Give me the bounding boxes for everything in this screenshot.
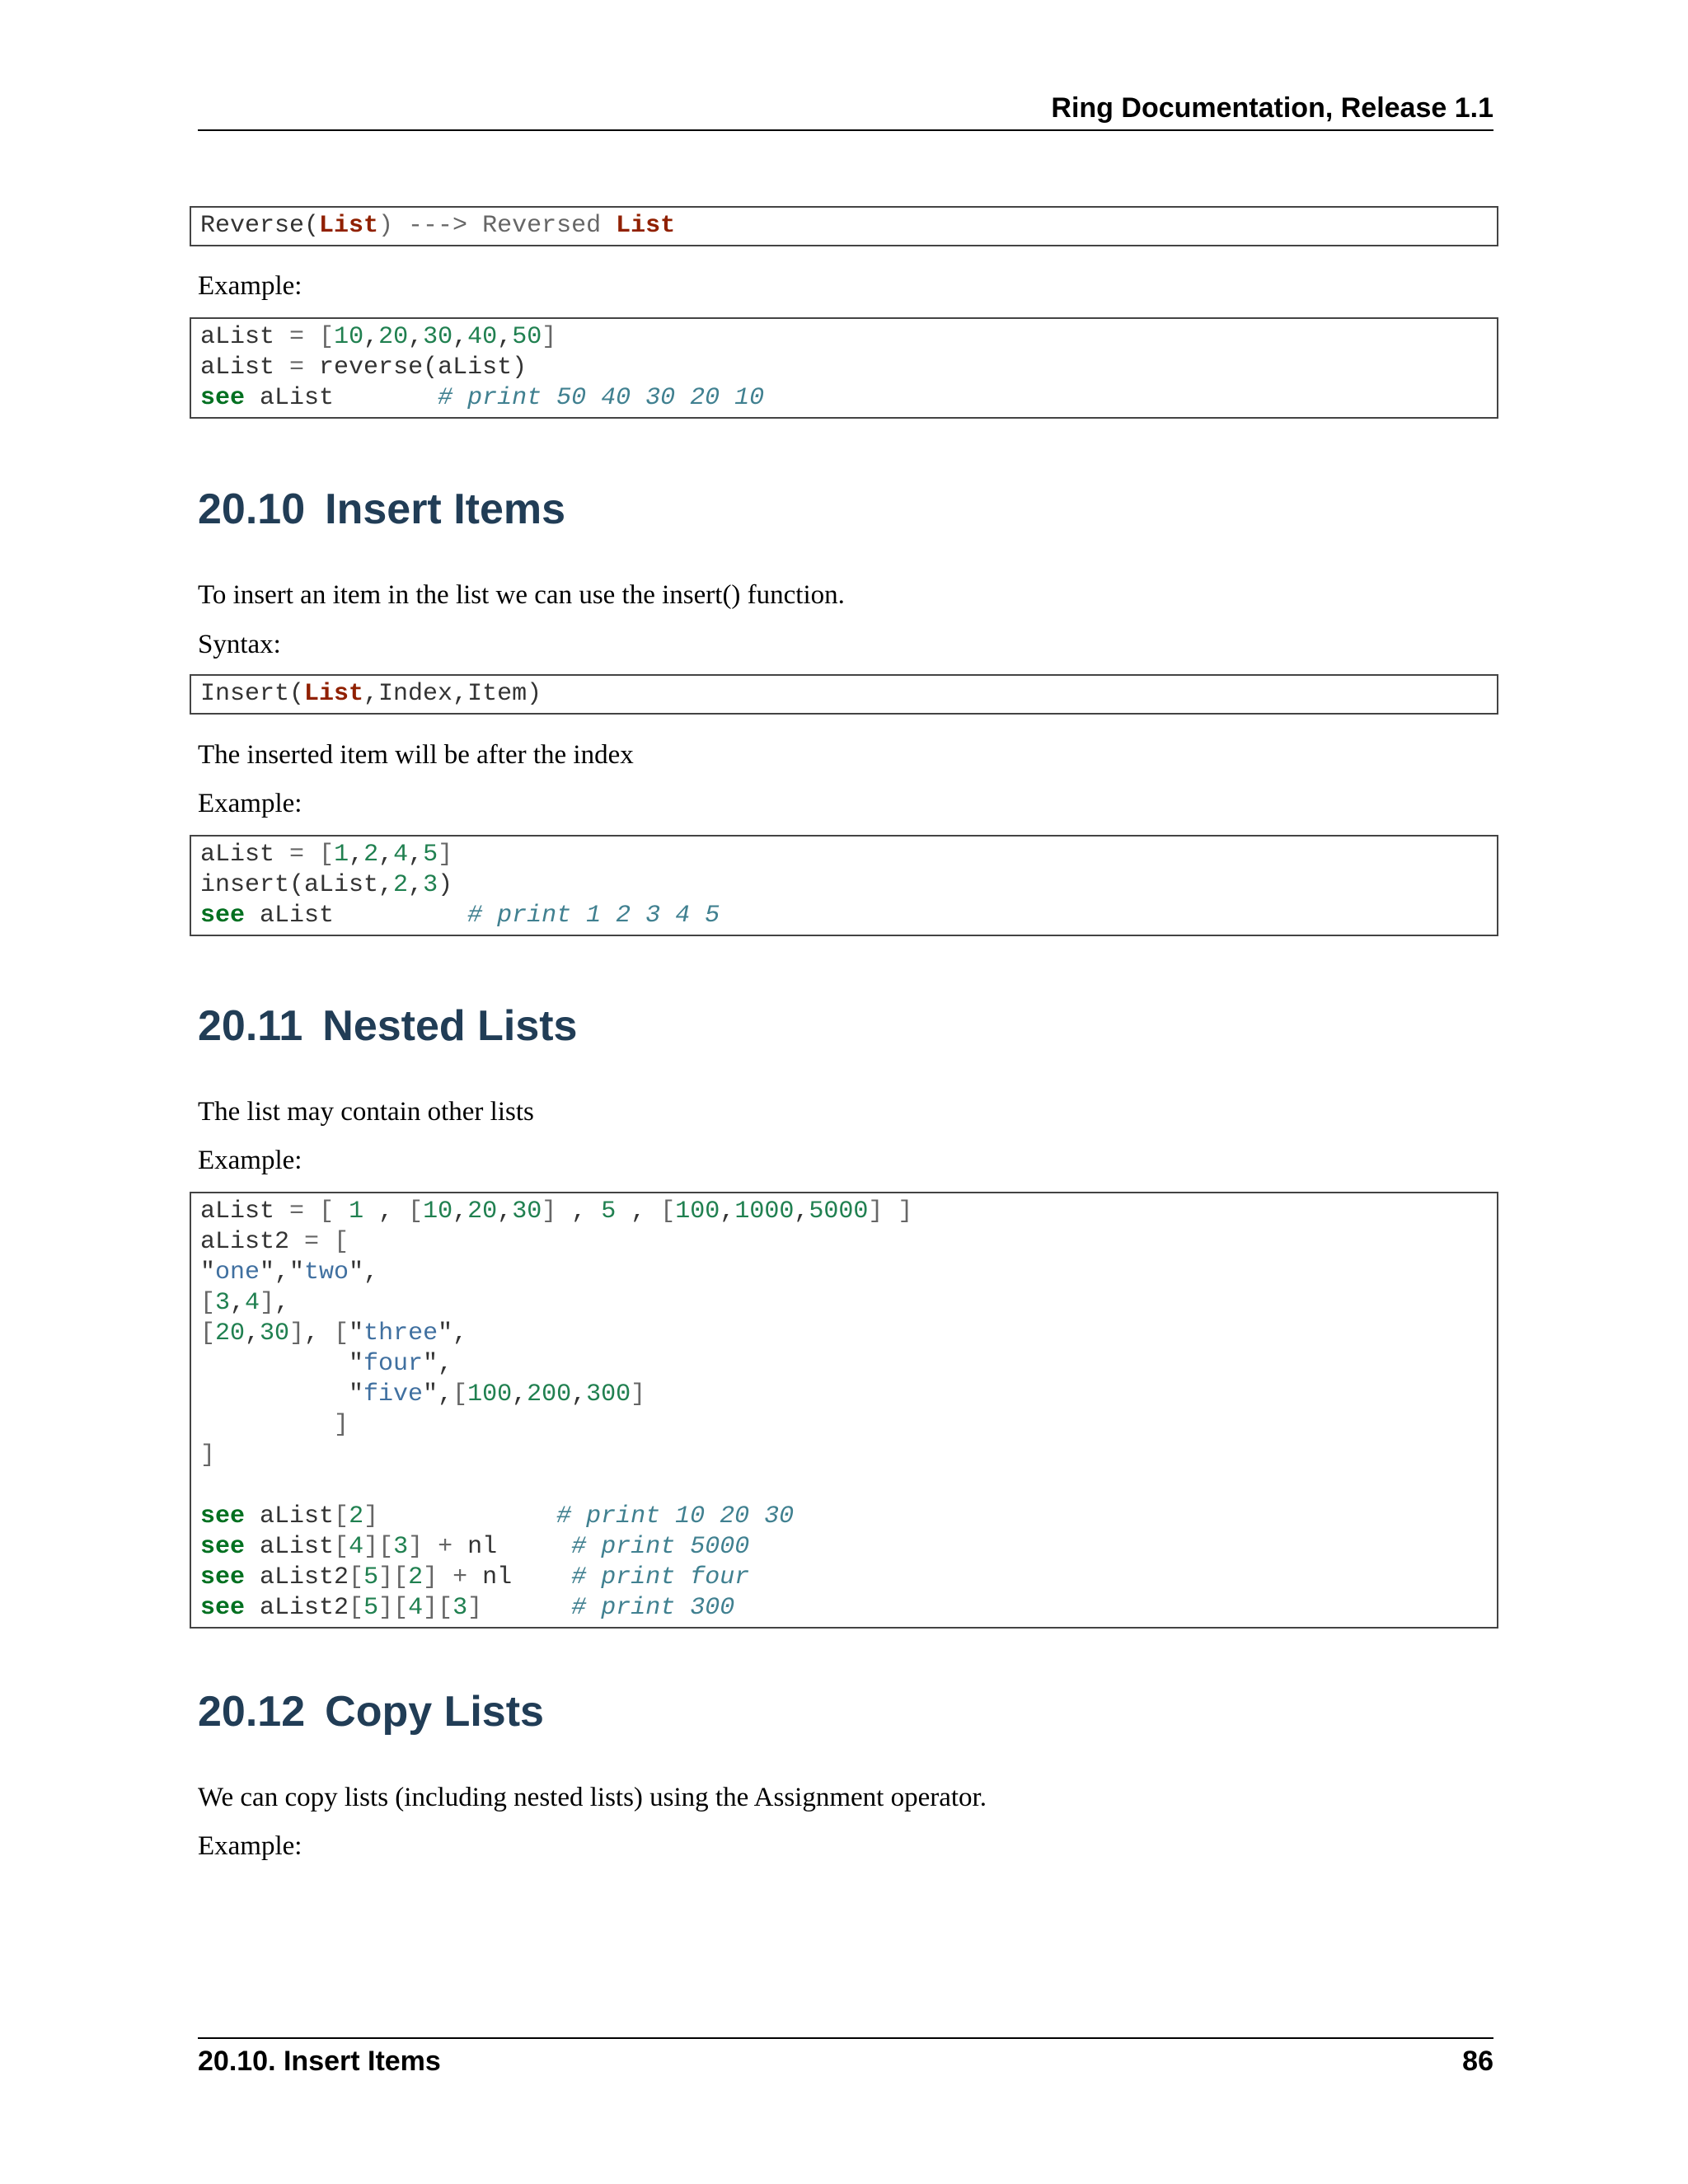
footer-divider [198, 2037, 1493, 2039]
code-line: see aList2[5][2] + nl # print four [200, 1563, 750, 1591]
section-title: Copy Lists [325, 1688, 544, 1736]
code-line: Reverse(List) ---> Reversed List [200, 212, 676, 240]
code-line: insert(aList,2,3) [200, 871, 453, 899]
code-line: [20,30], ["three", [200, 1319, 468, 1347]
code-line: "one","two", [200, 1258, 379, 1286]
code-line: Insert(List,Index,Item) [200, 680, 542, 708]
section-number: 20.11 [198, 1002, 303, 1050]
code-line: ] [200, 1441, 216, 1469]
code-line: aList = [1,2,4,5] [200, 841, 453, 869]
code-line: aList = reverse(aList) [200, 354, 528, 382]
nested-intro-text: The list may contain other lists [198, 1097, 534, 1127]
example-label: Example: [198, 1146, 302, 1175]
footer-section-name: 20.10. Insert Items [198, 2046, 441, 2077]
section-number: 20.10 [198, 485, 306, 533]
code-line: see aList[4][3] + nl # print 5000 [200, 1533, 750, 1561]
section-title: Insert Items [325, 485, 566, 533]
nested-example-code [190, 1192, 1498, 1629]
syntax-label: Syntax: [198, 630, 281, 659]
example-label: Example: [198, 271, 302, 301]
reverse-example-code [190, 317, 1498, 419]
page-number: 86 [1462, 2046, 1493, 2077]
insert-example-code [190, 835, 1498, 936]
insert-note-text: The inserted item will be after the index [198, 740, 634, 770]
code-line: "four", [200, 1350, 453, 1378]
code-line: aList2 = [ [200, 1228, 349, 1256]
copy-intro-text: We can copy lists (including nested lists) using the Assignment operator. [198, 1783, 987, 1812]
code-line: see aList # print 1 2 3 4 5 [200, 902, 720, 930]
section-number: 20.12 [198, 1688, 306, 1736]
code-line: see aList[2] # print 10 20 30 [200, 1502, 795, 1530]
insert-intro-text: To insert an item in the list we can use the insert() function. [198, 580, 845, 610]
code-line: see aList # print 50 40 30 20 10 [200, 384, 765, 412]
running-header: Ring Documentation, Release 1.1 [1051, 92, 1493, 124]
section-heading-insert-items [198, 485, 565, 534]
insert-syntax-block [190, 674, 1498, 715]
reverse-syntax-block [190, 206, 1498, 246]
header-divider [198, 129, 1493, 131]
code-line [200, 1471, 1497, 1502]
code-line: [3,4], [200, 1289, 290, 1317]
example-label: Example: [198, 789, 302, 818]
code-line: ] [334, 1411, 349, 1439]
section-heading-copy-lists [198, 1687, 544, 1736]
code-line: aList = [ 1 , [10,20,30] , 5 , [100,1000,5000] ] [200, 1197, 913, 1226]
example-label: Example: [198, 1831, 302, 1861]
section-heading-nested-lists [198, 1001, 577, 1051]
code-line: see aList2[5][4][3] # print 300 [200, 1594, 735, 1622]
code-line: "five",[100,200,300] [200, 1380, 646, 1408]
section-title: Nested Lists [322, 1002, 578, 1050]
code-line: aList = [10,20,30,40,50] [200, 323, 557, 351]
